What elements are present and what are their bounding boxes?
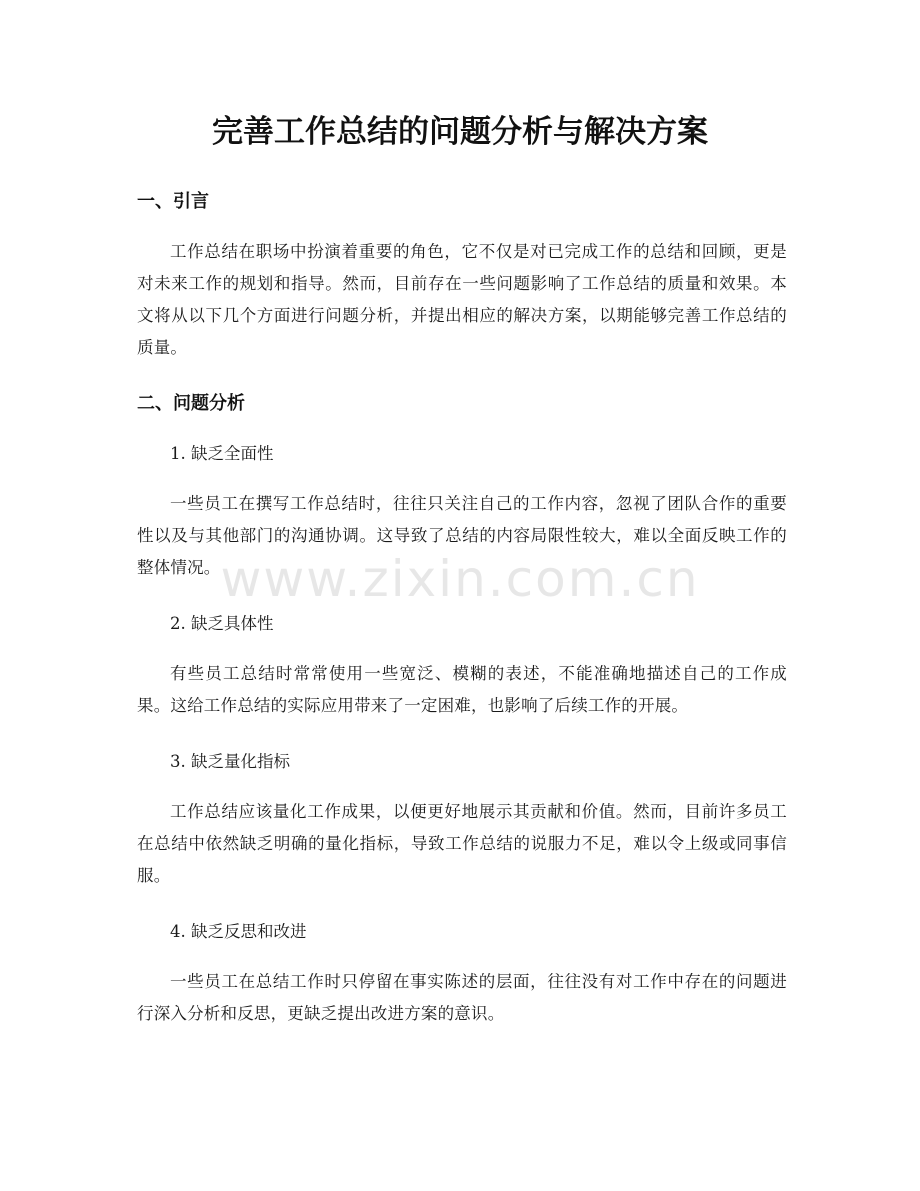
page-title: 完善工作总结的问题分析与解决方案 xyxy=(212,114,708,150)
analysis-item-label: 1. 缺乏全面性 xyxy=(170,444,274,463)
analysis-item-paragraph: 工作总结应该量化工作成果，以便更好地展示其贡献和价值。然而，目前许多员工在总结中依然缺乏明确的量化指标，导致工作总结的说服力不足，难以令上级或同事信服。 xyxy=(137,802,787,885)
analysis-item-paragraph: 一些员工在总结工作时只停留在事实陈述的层面，往往没有对工作中存在的问题进行深入分析和反思，更缺乏提出改进方案的意识。 xyxy=(137,972,787,1023)
analysis-item-label: 2. 缺乏具体性 xyxy=(170,614,274,633)
document-body xyxy=(137,186,787,1054)
section-heading-intro: 一、引言 xyxy=(137,191,209,212)
section-heading-analysis: 二、问题分析 xyxy=(137,393,245,414)
analysis-item-label: 3. 缺乏量化指标 xyxy=(170,752,290,771)
analysis-item-label: 4. 缺乏反思和改进 xyxy=(170,922,307,941)
analysis-item-paragraph: 有些员工总结时常常使用一些宽泛、模糊的表述，不能准确地描述自己的工作成果。这给工作总结的实际应用带来了一定困难，也影响了后续工作的开展。 xyxy=(137,664,787,715)
intro-paragraph: 工作总结在职场中扮演着重要的角色，它不仅是对已完成工作的总结和回顾，更是对未来工作的规划和指导。然而，目前存在一些问题影响了工作总结的质量和效果。本文将从以下几个方面进行问题分析，并提出相应的解决方案，以期能够完善工作总结的质量。 xyxy=(137,242,787,357)
watermark: www.zixin.com.cn xyxy=(220,550,700,608)
analysis-item-paragraph: 一些员工在撰写工作总结时，往往只关注自己的工作内容，忽视了团队合作的重要性以及与其他部门的沟通协调。这导致了总结的内容局限性较大，难以全面反映工作的整体情况。 xyxy=(137,494,787,577)
